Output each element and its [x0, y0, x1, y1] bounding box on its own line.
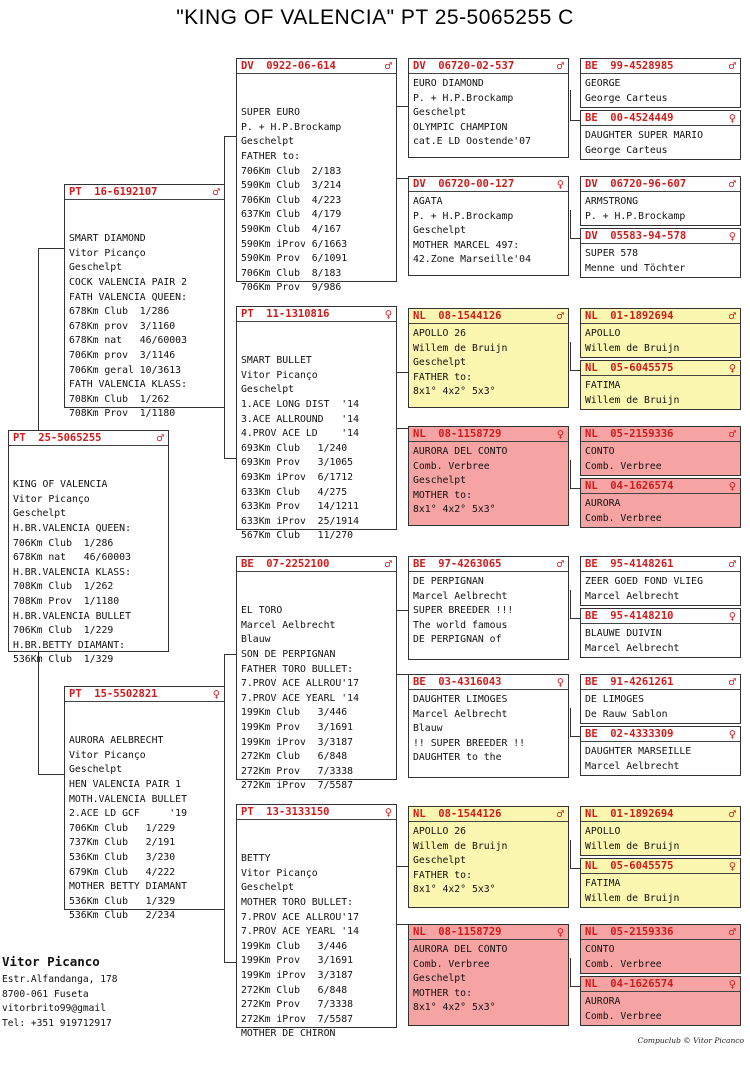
ring-number: BE 00-4524449	[585, 112, 674, 124]
pedigree-card-gen4-dam[interactable]	[580, 726, 741, 776]
ring-number: NL 08-1158729	[413, 926, 502, 938]
male-icon: ♂	[556, 309, 564, 323]
pigeon-details: SUPER 578 Menne und Töchter	[585, 248, 686, 274]
male-icon: ♂	[212, 185, 220, 199]
ring-number: DV 06720-00-127	[413, 178, 515, 190]
pigeon-details: SMART DIAMOND Vitor Picanço Geschelpt COCK VALENCIA PAIR 2 FATH VALENCIA QUEEN: 678Km Club 1/286 678Km prov 3/1160 678Km nat 46/60003 706Km prov 3/1146 706Km geral 10/3613 FATH VALENCIA KLASS: 708Km Club 1/262 708Km Prov 1/1180	[69, 233, 187, 420]
pigeon-details: SMART BULLET Vitor Picanço Geschelpt 1.ACE LONG DIST '14 3.ACE ALLROUND '14 4.PROV ACE LD '14 693Km Club 1/240 693Km Prov 3/1065 693Km iProv 6/1712 633Km Club 4/275 633Km Prov 14/1211 633Km iProv 25/1914 567Km Club 11/270	[241, 355, 359, 542]
pedigree-card-great-granddam[interactable]	[408, 176, 569, 276]
pedigree-card-grandsire[interactable]	[236, 58, 397, 294]
female-icon: ♀	[728, 361, 736, 375]
ring-number: NL 05-2159336	[585, 428, 674, 440]
pedigree-card-gen4-sire[interactable]	[580, 924, 741, 974]
female-icon: ♀	[556, 427, 564, 441]
ring-number: PT 16-6192107	[69, 186, 158, 198]
pedigree-card-gen4-dam[interactable]	[580, 228, 741, 278]
pigeon-details: AURORA DEL CONTO Comb. Verbree Geschelpt MOTHER to: 8x1° 4x2° 5x3°	[413, 446, 508, 516]
pigeon-details: AURORA DEL CONTO Comb. Verbree Geschelpt MOTHER to: 8x1° 4x2° 5x3°	[413, 944, 508, 1014]
pedigree-card-gen4-dam[interactable]	[580, 608, 741, 658]
pigeon-details: ARMSTRONG P. + H.P.Brockamp	[585, 196, 686, 222]
pigeon-details: APOLLO 26 Willem de Bruijn Geschelpt FATHER to: 8x1° 4x2° 5x3°	[413, 826, 508, 896]
pigeon-details: FATIMA Willem de Bruijn	[585, 878, 680, 904]
pigeon-details: AGATA P. + H.P.Brockamp Geschelpt MOTHER MARCEL 497: 42.Zone Marseille'04	[413, 196, 531, 266]
connector-line	[396, 178, 408, 179]
ring-number: NL 05-6045575	[585, 860, 674, 872]
pigeon-details: EURO DIAMOND P. + H.P.Brockamp Geschelpt OLYMPIC CHAMPION cat.E LD Oostende'07	[413, 78, 531, 148]
ring-number: PT 13-3133150	[241, 806, 330, 818]
pedigree-card-gen4-dam[interactable]	[580, 478, 741, 528]
male-icon: ♂	[556, 807, 564, 821]
male-icon: ♂	[556, 59, 564, 73]
connector-line	[396, 610, 408, 611]
connector-line	[224, 654, 225, 688]
pigeon-details: EL TORO Marcel Aelbrecht Blauw SON DE PERPIGNAN FATHER TORO BULLET: 7.PROV ACE ALLROU'17 7.PROV ACE YEARL '14 199Km Club 3/446 199Km Prov 3/1691 199Km iProv 3/3187 272Km Club 6/848 272Km Prov 7/3338 272Km iProv 7/5587	[241, 605, 359, 792]
pigeon-details: AURORA AELBRECHT Vitor Picanço Geschelpt HEN VALENCIA PAIR 1 MOTH.VALENCIA BULLET 2.ACE LD GCF '19 706Km Club 1/229 737Km Club 2/191 536Km Club 3/230 679Km Club 4/222 MOTHER BETTY DIAMANT 536Km Club 1/329 536Km Club 2/234	[69, 735, 187, 922]
connector-line	[570, 868, 580, 869]
ring-number: BE 97-4263065	[413, 558, 502, 570]
connector-line	[570, 90, 571, 120]
owner-contact	[2, 954, 118, 1031]
pedigree-card-great-grandsire[interactable]	[408, 556, 569, 660]
female-icon: ♀	[728, 479, 736, 493]
female-icon: ♀	[556, 177, 564, 191]
pigeon-details: DE PERPIGNAN Marcel Aelbrecht SUPER BREEDER !!! The world famous DE PERPIGNAN of	[413, 576, 514, 646]
pigeon-details: SUPER EURO P. + H.P.Brockamp Geschelpt FATHER to: 706Km Club 2/183 590Km Club 3/214 706Km Club 4/223 637Km Club 4/179 590Km Club 4/167 590Km iProv 6/1663 590Km Prov 6/1091 706Km Club 8/183 706Km Prov 9/986	[241, 107, 348, 294]
ring-number: DV 06720-02-537	[413, 60, 515, 72]
ring-number: BE 02-4333309	[585, 728, 674, 740]
owner-email: vitorbrito99@gmail	[2, 1003, 106, 1014]
ring-number: PT 11-1310816	[241, 308, 330, 320]
pedigree-card-gen4-sire[interactable]	[580, 176, 741, 226]
copyright-note: Compuclub © Vitor Picanco	[637, 1036, 744, 1045]
male-icon: ♂	[384, 59, 392, 73]
ring-number: BE 99-4528985	[585, 60, 674, 72]
pedigree-card-great-grandsire[interactable]	[408, 58, 569, 158]
female-icon: ♀	[728, 977, 736, 991]
connector-line	[224, 908, 225, 962]
connector-line	[224, 458, 236, 459]
male-icon: ♂	[728, 557, 736, 571]
connector-line	[570, 370, 580, 371]
connector-line	[570, 238, 580, 239]
connector-line	[570, 488, 580, 489]
connector-line	[224, 136, 225, 186]
pedigree-card-great-granddam[interactable]	[408, 924, 569, 1026]
pigeon-details: DE LIMOGES De Rauw Sablon	[585, 694, 668, 720]
pigeon-details: AURORA Comb. Verbree	[585, 498, 662, 524]
ring-number: NL 01-1892694	[585, 808, 674, 820]
pigeon-details: KING OF VALENCIA Vitor Picanço Geschelpt H.BR.VALENCIA QUEEN: 706Km Club 1/286 678Km nat 46/60003 H.BR.VALENCIA KLASS: 708Km Club 1/262 708Km Prov 1/1180 H.BR.VALENCIA BULLET 706Km Club 1/229 H.BR.BETTY DIAMANT: 536Km Club 1/329	[13, 479, 131, 666]
connector-line	[396, 106, 408, 107]
ring-number: PT 15-5502821	[69, 688, 158, 700]
connector-line	[396, 674, 408, 675]
pedigree-card-gen4-sire[interactable]	[580, 426, 741, 476]
connector-line	[224, 406, 225, 458]
female-icon: ♀	[728, 229, 736, 243]
connector-line	[224, 654, 236, 655]
owner-postcode: 8700-061 Fuseta	[2, 988, 89, 1000]
female-icon: ♀	[728, 111, 736, 125]
male-icon: ♂	[728, 925, 736, 939]
connector-line	[38, 774, 64, 775]
connector-line	[570, 708, 571, 736]
ring-number: BE 07-2252100	[241, 558, 330, 570]
female-icon: ♀	[212, 687, 220, 701]
connector-line	[570, 342, 571, 370]
pigeon-details: AURORA Comb. Verbree	[585, 996, 662, 1022]
pedigree-card-gen4-sire[interactable]	[580, 674, 741, 724]
connector-line	[570, 840, 571, 868]
female-icon: ♀	[384, 307, 392, 321]
pedigree-card-gen4-dam[interactable]	[580, 360, 741, 410]
connector-line	[570, 210, 571, 238]
female-icon: ♀	[728, 609, 736, 623]
pedigree-card-gen4-dam[interactable]	[580, 110, 741, 160]
ring-number: DV 06720-96-607	[585, 178, 687, 190]
female-icon: ♀	[556, 925, 564, 939]
pigeon-details: DAUGHTER MARSEILLE Marcel Aelbrecht	[585, 746, 692, 772]
pedigree-card-granddam[interactable]	[236, 804, 397, 1040]
ring-number: NL 05-2159336	[585, 926, 674, 938]
ring-number: BE 03-4316043	[413, 676, 502, 688]
pedigree-card-gen4-sire[interactable]	[580, 806, 741, 856]
pigeon-details: BETTY Vitor Picanço Geschelpt MOTHER TORO BULLET: 7.PROV ACE ALLROU'17 7.PROV ACE YEARL '14 199Km Club 3/446 199Km Prov 3/1691 199Km iProv 3/3187 272Km Club 6/848 272Km Prov 7/3338 272Km iProv 7/5587 MOTHER DE CHIRON	[241, 853, 359, 1040]
pedigree-card-gen4-sire[interactable]	[580, 556, 741, 606]
male-icon: ♂	[728, 177, 736, 191]
female-icon: ♀	[556, 675, 564, 689]
connector-line	[396, 372, 408, 373]
pedigree-card-gen4-sire[interactable]	[580, 58, 741, 108]
female-icon: ♀	[728, 727, 736, 741]
pigeon-details: FATIMA Willem de Bruijn	[585, 380, 680, 406]
pedigree-card-granddam[interactable]	[236, 306, 397, 542]
connector-line	[570, 986, 580, 987]
connector-line	[570, 736, 580, 737]
connector-line	[570, 590, 571, 618]
pigeon-details: CONTO Comb. Verbree	[585, 446, 662, 472]
connector-line	[570, 460, 571, 488]
connector-line	[570, 618, 580, 619]
pedigree-card-dam[interactable]	[64, 686, 225, 922]
pedigree-card-great-grandsire[interactable]	[408, 806, 569, 908]
pedigree-card-grandsire[interactable]	[236, 556, 397, 792]
pedigree-card-great-grandsire[interactable]	[408, 308, 569, 408]
ring-number: NL 05-6045575	[585, 362, 674, 374]
connector-line	[224, 136, 236, 137]
ring-number: NL 08-1158729	[413, 428, 502, 440]
ring-number: BE 91-4261261	[585, 676, 674, 688]
pigeon-details: BLAUWE DUIVIN Marcel Aelbrecht	[585, 628, 680, 654]
ring-number: NL 04-1626574	[585, 978, 674, 990]
pigeon-details: DAUGHTER LIMOGES Marcel Aelbrecht Blauw !! SUPER BREEDER !! DAUGHTER to the	[413, 694, 526, 764]
pedigree-card-gen4-dam[interactable]	[580, 976, 741, 1026]
pedigree-card-great-granddam[interactable]	[408, 426, 569, 526]
pedigree-title: "KING OF VALENCIA" PT 25-5065255 C	[176, 6, 574, 29]
ring-number: PT 25-5065255	[13, 432, 102, 444]
ring-number: DV 05583-94-578	[585, 230, 687, 242]
connector-line	[396, 924, 408, 925]
owner-phone: Tel: +351 919712917	[2, 1017, 112, 1029]
pigeon-details: DAUGHTER SUPER MARIO George Carteus	[585, 130, 703, 156]
pigeon-details: GEORGE George Carteus	[585, 78, 668, 104]
ring-number: NL 01-1892694	[585, 310, 674, 322]
connector-line	[396, 866, 408, 867]
connector-line	[38, 248, 64, 249]
female-icon: ♀	[728, 859, 736, 873]
male-icon: ♂	[156, 431, 164, 445]
pigeon-details: APOLLO 26 Willem de Bruijn Geschelpt FATHER to: 8x1° 4x2° 5x3°	[413, 328, 508, 398]
ring-number: BE 95-4148261	[585, 558, 674, 570]
connector-line	[224, 962, 236, 963]
pedigree-card-gen4-dam[interactable]	[580, 858, 741, 908]
pigeon-details: CONTO Comb. Verbree	[585, 944, 662, 970]
connector-line	[38, 248, 39, 431]
pedigree-card-great-granddam[interactable]	[408, 674, 569, 778]
connector-line	[570, 958, 571, 986]
male-icon: ♂	[728, 807, 736, 821]
ring-number: NL 04-1626574	[585, 480, 674, 492]
pedigree-card-sire[interactable]	[64, 184, 225, 420]
pedigree-card-gen4-sire[interactable]	[580, 308, 741, 358]
ring-number: DV 0922-06-614	[241, 60, 336, 72]
pigeon-details: APOLLO Willem de Bruijn	[585, 328, 680, 354]
pigeon-details: APOLLO Willem de Bruijn	[585, 826, 680, 852]
owner-address: Estr.Alfandanga, 178	[2, 974, 118, 985]
pedigree-card-subject[interactable]	[8, 430, 169, 666]
male-icon: ♂	[728, 309, 736, 323]
owner-name: Vitor Picanco	[2, 954, 100, 969]
ring-number: BE 95-4148210	[585, 610, 674, 622]
ring-number: NL 08-1544126	[413, 310, 502, 322]
male-icon: ♂	[728, 427, 736, 441]
connector-line	[396, 428, 408, 429]
male-icon: ♂	[728, 675, 736, 689]
pigeon-details: ZEER GOED FOND VLIEG Marcel Aelbrecht	[585, 576, 703, 602]
male-icon: ♂	[728, 59, 736, 73]
male-icon: ♂	[556, 557, 564, 571]
connector-line	[570, 120, 580, 121]
female-icon: ♀	[384, 805, 392, 819]
ring-number: NL 08-1544126	[413, 808, 502, 820]
male-icon: ♂	[384, 557, 392, 571]
